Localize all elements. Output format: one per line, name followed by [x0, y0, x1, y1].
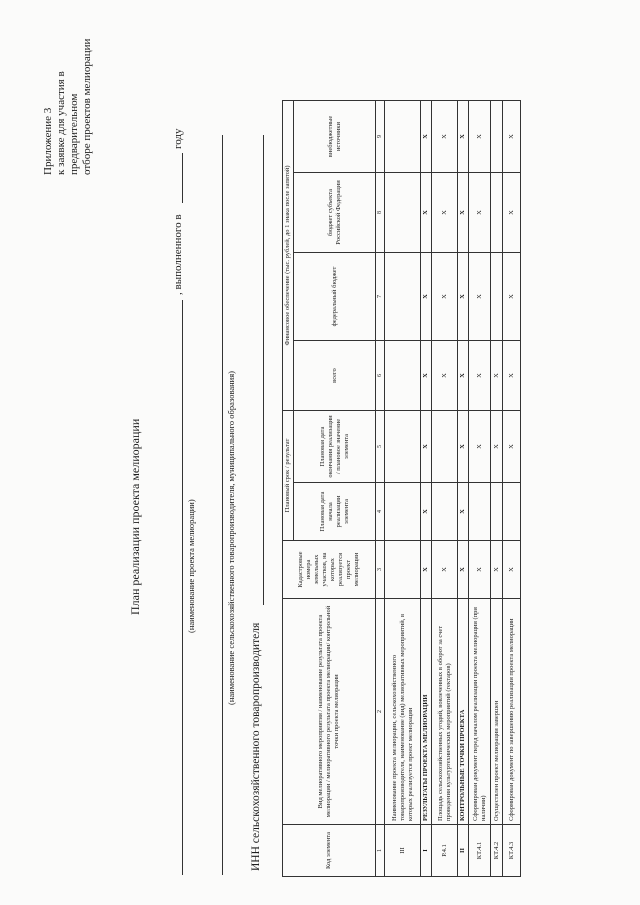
row-name: КОНТРОЛЬНЫЕ ТОЧКИ ПРОЕКТА	[458, 599, 469, 825]
row-name: Сформирован документ по завершению реализации проекта мелиорации	[503, 599, 521, 825]
row-cell: X	[469, 411, 491, 483]
row-cell	[385, 253, 421, 341]
row-cell: X	[503, 101, 521, 173]
row-cell: X	[421, 253, 432, 341]
row-cell: X	[469, 341, 491, 411]
header-cadastral: Кадастровые номера земельных участков, на которых реализуется проект мелиорации	[283, 541, 376, 599]
row-cell: X	[432, 173, 458, 253]
year-word: году	[172, 128, 184, 149]
table-row	[385, 101, 421, 877]
row-cell: X	[458, 101, 469, 173]
row-cell	[491, 253, 503, 341]
header-plan-start: Плановая дата начала реализации элемента	[294, 483, 376, 541]
row-name: Площадь сельскохозяйственных угодий, вовлеченных в оборот за счет проведения культуртехнических мероприятий (гектаров)	[432, 599, 458, 825]
row-cell	[491, 483, 503, 541]
table-row	[458, 101, 469, 877]
row-cell: X	[503, 341, 521, 411]
row-cell: X	[432, 341, 458, 411]
col-number: 4	[376, 483, 385, 541]
header-fin-group: Финансовое обеспечение (тыс. рублей, до 1 знака после запятой)	[283, 101, 294, 411]
project-suffix: , выполненного в	[172, 214, 184, 295]
row-cell: X	[421, 541, 432, 599]
row-code: КТ.4.1	[469, 825, 491, 877]
row-cell	[432, 411, 458, 483]
column-number-row	[376, 101, 385, 877]
row-cell: X	[503, 541, 521, 599]
col-number: 6	[376, 341, 385, 411]
row-cell: X	[458, 341, 469, 411]
row-cell: X	[503, 411, 521, 483]
col-number: 8	[376, 173, 385, 253]
table-row	[421, 101, 432, 877]
row-cell: X	[469, 253, 491, 341]
row-cell	[385, 483, 421, 541]
header-total: всего	[294, 341, 376, 411]
row-cell: X	[421, 411, 432, 483]
row-cell: X	[421, 173, 432, 253]
header-regional: бюджет субъекта Российской Федерации	[294, 173, 376, 253]
row-cell: X	[491, 341, 503, 411]
row-cell: X	[469, 541, 491, 599]
project-plan-table	[282, 100, 521, 877]
table-row	[503, 101, 521, 877]
table-row	[469, 101, 491, 877]
year-line	[182, 153, 183, 203]
row-cell: X	[432, 101, 458, 173]
page-title: План реализации проекта мелиорации	[128, 418, 142, 615]
row-cell: X	[458, 173, 469, 253]
header-federal: федеральный бюджет	[294, 253, 376, 341]
col-number: 7	[376, 253, 385, 341]
header-code: Код элемента	[283, 825, 376, 877]
row-cell	[385, 173, 421, 253]
row-cell: X	[503, 173, 521, 253]
table-row	[432, 101, 458, 877]
row-cell: X	[491, 541, 503, 599]
project-name-line	[182, 300, 183, 875]
row-cell: X	[458, 411, 469, 483]
row-name: Сформирован документ перед началом реализации проекта мелиорации (при наличии)	[469, 599, 491, 825]
row-cell: X	[432, 253, 458, 341]
row-name: Осуществлен проект мелиорации завершен	[491, 599, 503, 825]
row-cell: X	[491, 411, 503, 483]
row-name: РЕЗУЛЬТАТЫ ПРОЕКТА МЕЛИОРАЦИИ	[421, 599, 432, 825]
inn-line	[263, 135, 264, 605]
header-plan-group: Плановый срок / результат	[283, 411, 294, 541]
row-cell: X	[421, 483, 432, 541]
row-cell	[469, 483, 491, 541]
producer-caption: (наименование сельскохозяйственного товаропроизводителя, муниципального образования)	[226, 371, 236, 705]
appendix-line-3: отборе проектов мелиорации	[81, 38, 93, 175]
col-number: 3	[376, 541, 385, 599]
row-code: КТ.4.2	[491, 825, 503, 877]
col-number: 9	[376, 101, 385, 173]
table-body	[385, 101, 521, 877]
producer-line	[222, 135, 223, 875]
row-cell: X	[458, 483, 469, 541]
table-row	[491, 101, 503, 877]
appendix-line-1: Приложение 3	[42, 107, 54, 175]
table-header-row-1	[283, 101, 294, 877]
row-code: III	[385, 825, 421, 877]
row-cell	[385, 411, 421, 483]
row-code: I	[421, 825, 432, 877]
row-cell	[491, 173, 503, 253]
header-extra: внебюджетные источники	[294, 101, 376, 173]
row-cell	[491, 101, 503, 173]
row-cell: X	[421, 101, 432, 173]
row-cell	[503, 483, 521, 541]
row-cell: X	[432, 541, 458, 599]
row-cell: X	[469, 173, 491, 253]
row-cell: X	[421, 341, 432, 411]
col-number: 2	[376, 599, 385, 825]
appendix-block	[42, 5, 94, 175]
col-number: 5	[376, 411, 385, 483]
row-cell	[385, 541, 421, 599]
header-kind: Вид мелиоративного мероприятия / наименование результата проекта мелиорации / мелиоративного результата проекта мелиорации/ контрольной точки проекта мелиорации	[283, 599, 376, 825]
inn-label: ИНН сельскохозяйственного товаропроизводителя	[250, 622, 262, 871]
header-plan-end: Плановая дата окончания реализации / плановое значение элемента	[294, 411, 376, 483]
row-code: II	[458, 825, 469, 877]
row-cell: X	[458, 253, 469, 341]
row-code: КТ.4.3	[503, 825, 521, 877]
row-cell	[385, 341, 421, 411]
row-cell	[432, 483, 458, 541]
row-cell: X	[458, 541, 469, 599]
row-cell: X	[469, 101, 491, 173]
project-name-caption: (наименование проекта мелиорации)	[186, 499, 196, 633]
row-code: Р.4.1	[432, 825, 458, 877]
appendix-line-2: к заявке для участия в предварительном	[55, 71, 80, 175]
row-name: Наименование проекта мелиорации, сельскохозяйственного товаропроизводителя, наименование (вид) мелиоративных мероприятий, в которых реализуется проект мелиорации	[385, 599, 421, 825]
row-cell	[385, 101, 421, 173]
row-cell: X	[503, 253, 521, 341]
col-number: 1	[376, 825, 385, 877]
